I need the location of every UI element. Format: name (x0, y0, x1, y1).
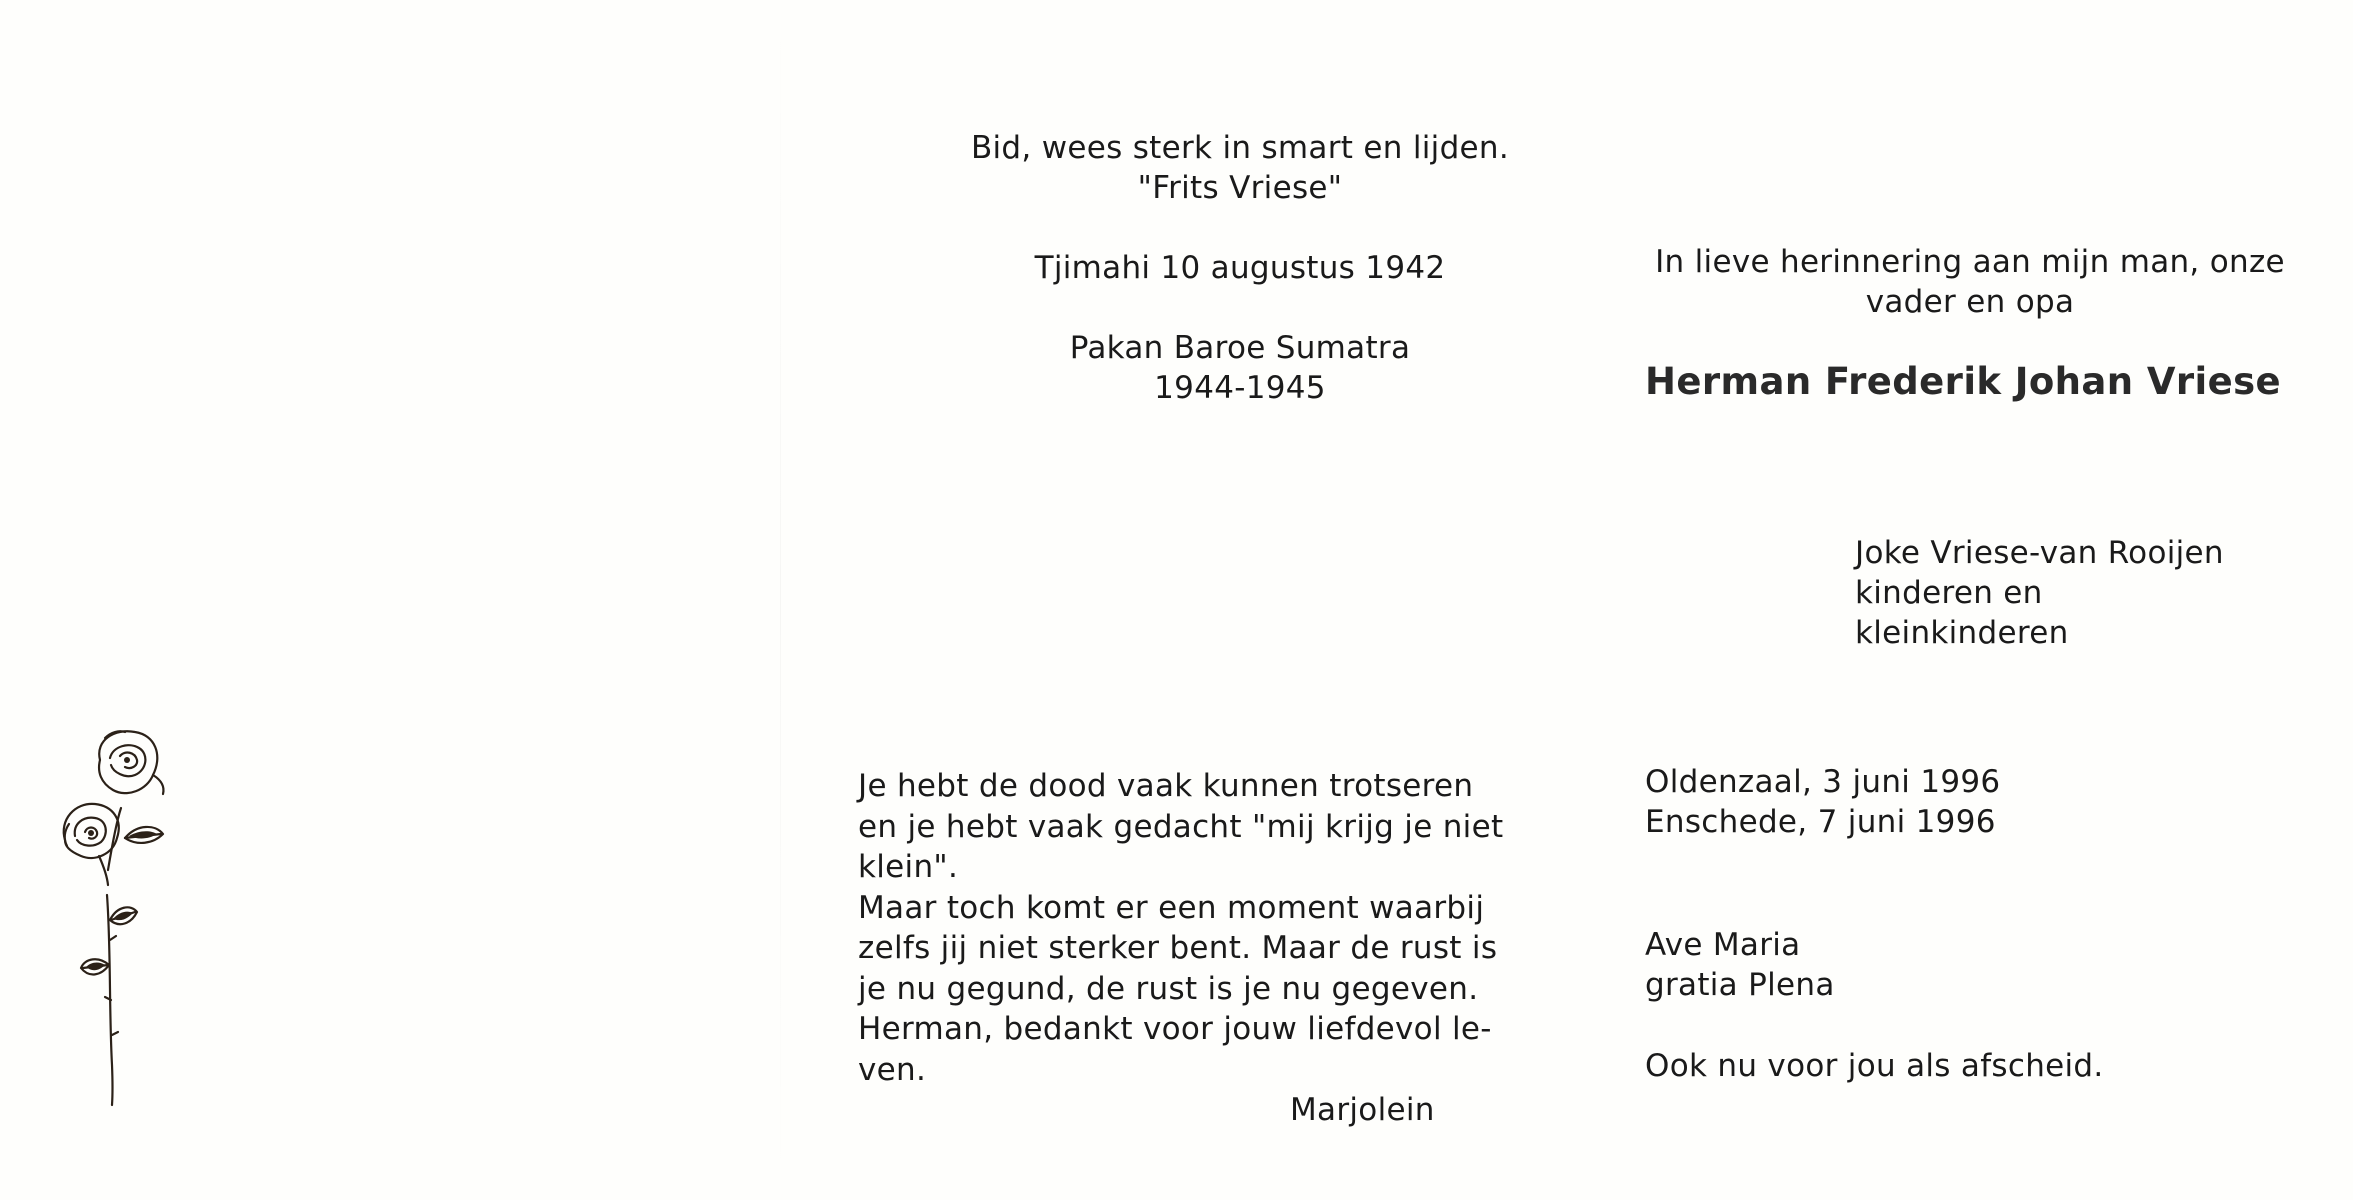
quote-name: "Frits Vriese" (1137, 170, 1343, 206)
poem-author: Marjolein (1290, 1092, 1435, 1128)
deceased-name: Herman Frederik Johan Vriese (1645, 360, 2281, 403)
poem-line: Herman, bedankt voor jouw liefdevol le- (858, 1011, 1492, 1047)
family-children: kinderen en (1855, 575, 2043, 611)
poem-line: Maar toch komt er een moment waarbij (858, 889, 1485, 926)
intro-line-2: vader en opa (1865, 284, 2075, 320)
ave-maria (1645, 925, 1835, 1005)
family-list (1855, 533, 2224, 653)
poem-line: en je hebt vaak gedacht "mij krijg je niet (858, 808, 1504, 845)
poem-line: Je hebt de dood vaak kunnen trotseren (858, 768, 1474, 804)
family-grandchildren: kleinkinderen (1855, 615, 2069, 651)
place-pakan-baroe: Pakan Baroe Sumatra (1069, 330, 1411, 366)
ave-line-2: gratia Plena (1645, 967, 1835, 1003)
poem-line: klein". (858, 849, 959, 885)
place-date-oldenzaal: Oldenzaal, 3 juni 1996 (1645, 764, 2001, 800)
place-dates (1645, 762, 2000, 842)
poem-line: zelfs jij niet sterker bent. Maar de rust is (858, 930, 1498, 966)
card-fold-line (780, 0, 781, 1200)
ave-line-1: Ave Maria (1645, 927, 1801, 963)
remembrance-intro (1620, 242, 2320, 322)
prayer-line: Bid, wees sterk in smart en lijden. (970, 130, 1510, 166)
memorial-dedication (870, 128, 1610, 408)
poem-line: je nu gegund, de rust is je nu gegeven. (858, 970, 1479, 1007)
intro-line-1: In lieve herinnering aan mijn man, onze (1655, 244, 2285, 280)
poem (858, 766, 1503, 1090)
years-range: 1944-1945 (1154, 370, 1326, 406)
family-member: Joke Vriese-van Rooijen (1855, 535, 2224, 571)
poem-line: ven. (858, 1051, 927, 1088)
place-date-tjimahi: Tjimahi 10 augustus 1942 (1034, 250, 1446, 286)
rose-icon (55, 720, 185, 1110)
place-date-enschede: Enschede, 7 juni 1996 (1645, 804, 1996, 840)
farewell-line: Ook nu voor jou als afscheid. (1645, 1048, 2104, 1084)
